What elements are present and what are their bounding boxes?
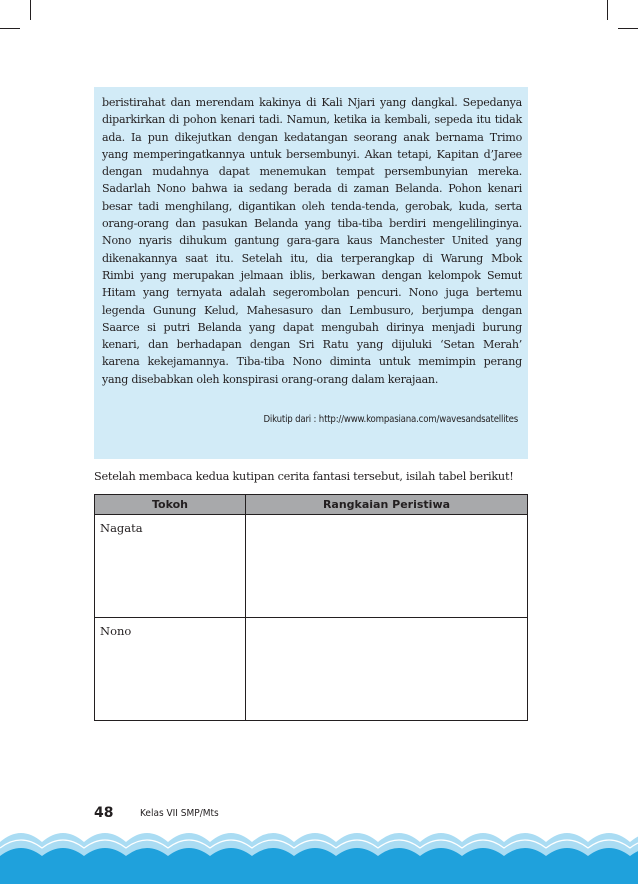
instruction-text: Setelah membaca kedua kutipan cerita fantasi tersebut, isilah tabel berikut! <box>94 470 514 483</box>
cell-peristiwa[interactable] <box>246 618 528 721</box>
crop-mark <box>30 0 31 20</box>
cell-peristiwa[interactable] <box>246 515 528 618</box>
character-events-table <box>94 494 528 721</box>
cell-tokoh: Nagata <box>95 515 246 618</box>
table-header-row <box>95 495 528 515</box>
header-rangkaian-peristiwa: Rangkaian Peristiwa <box>246 495 528 515</box>
story-line: orang-orang dan pasukan Belanda yang tiba-tiba berdiri mengelilinginya. <box>102 217 522 231</box>
story-line: diparkirkan di pohon kenari tadi. Namun, ketika ia kembali, sepeda itu tidak <box>102 113 522 127</box>
story-paragraph <box>102 94 522 388</box>
story-line: Sadarlah Nono bahwa ia sedang berada di zaman Belanda. Pohon kenari <box>102 182 522 196</box>
story-line: Nono nyaris dihukum gantung gara-gara kaus Manchester United yang <box>102 234 522 248</box>
story-line: legenda Gunung Kelud, Mahesasuro dan Lembusuro, berjumpa dengan <box>102 303 522 317</box>
story-line: Rimbi yang merupakan jelmaan iblis, berkawan dengan kelompok Semut <box>102 268 522 282</box>
story-line: kenari, dan berhadapan dengan Sri Ratu yang dijuluki ‘Setan Merah’ <box>102 338 522 352</box>
story-line: karena kekejamannya. Tiba-tiba Nono diminta untuk memimpin perang <box>102 355 522 369</box>
story-line: yang memperingatkannya untuk bersembunyi. Akan tetapi, Kapitan d’Jaree <box>102 147 522 161</box>
story-excerpt-box <box>94 87 528 459</box>
story-line: dengan mudahnya dapat menemukan tempat persembunyian mereka. <box>102 165 522 179</box>
story-line: yang disebabkan oleh konspirasi orang-orang dalam kerajaan. <box>102 372 439 386</box>
header-tokoh: Tokoh <box>95 495 246 515</box>
story-line: dikenakannya saat itu. Setelah itu, dia terperangkap di Warung Mbok <box>102 251 522 265</box>
footer-class-label: Kelas VII SMP/Mts <box>140 808 219 819</box>
table-row <box>95 618 528 721</box>
wave-decoration <box>0 822 638 884</box>
table-row <box>95 515 528 618</box>
story-line: beristirahat dan merendam kakinya di Kali Njari yang dangkal. Sepedanya <box>102 96 522 109</box>
story-line: besar tadi menghilang, digantikan oleh tenda-tenda, gerobak, kuda, serta <box>102 199 522 213</box>
crop-mark <box>607 0 608 20</box>
source-citation: Dikutip dari : http://www.kompasiana.com/wavesandsatellites <box>263 414 518 425</box>
page-number: 48 <box>94 805 114 821</box>
cell-tokoh: Nono <box>95 618 246 721</box>
crop-mark <box>618 28 638 29</box>
story-line: ada. Ia pun dikejutkan dengan kedatangan seorang anak bernama Trimo <box>102 130 522 144</box>
story-line: Saarce si putri Belanda yang dapat mengubah dirinya menjadi burung <box>102 320 522 334</box>
crop-mark <box>0 28 20 29</box>
story-line: Hitam yang ternyata adalah segerombolan pencuri. Nono juga bertemu <box>102 286 522 300</box>
